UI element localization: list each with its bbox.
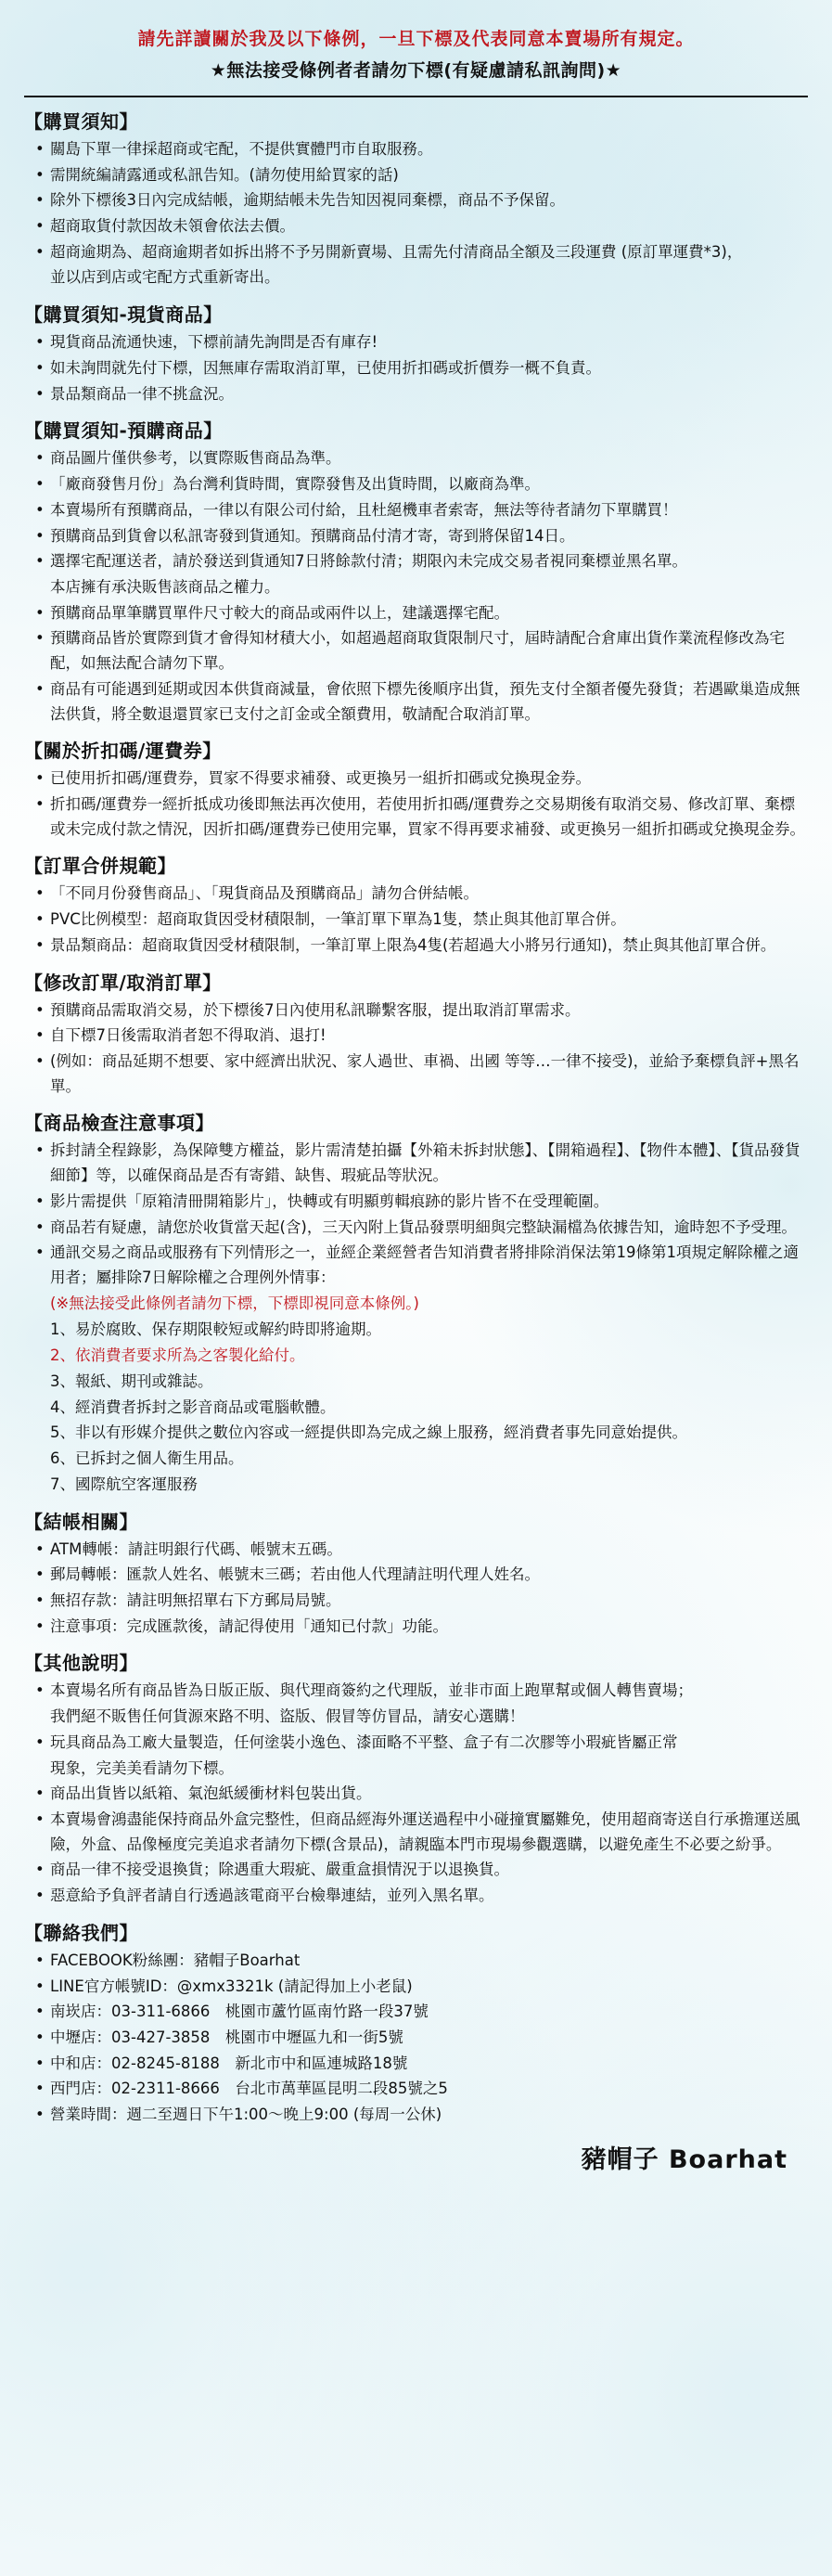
contact-line[interactable]: • LINE官方帳號ID：@xmx3321k (請記得加上小老鼠) xyxy=(35,1975,808,2000)
list-item: • 預購商品到貨會以私訊寄發到貨通知。預購商品付清才寄，寄到將保留14日。 xyxy=(35,524,808,549)
list-item: • 注意事項：完成匯款後，請記得使用「通知已付款」功能。 xyxy=(35,1615,808,1640)
list-item: • 通訊交易之商品或服務有下列情形之一，並經企業經營者告知消費者將排除消保法第19條第1項規定解除權之適用者；屬排除7日解除權之合理例外情事： xyxy=(35,1241,808,1290)
list-item: • 無招存款：請註明無招單右下方郵局局號。 xyxy=(35,1589,808,1614)
section-title: 【修改訂單/取消訂單】 xyxy=(24,971,222,994)
ordered-item: 7、國際航空客運服務 xyxy=(50,1475,198,1493)
divider xyxy=(24,96,808,97)
section-item-list xyxy=(24,882,808,958)
list-item: • 本賣場所有預購商品，一律以有限公司付給，且杜絕機車者索寄，無法等待者請勿下單購買！ xyxy=(35,498,808,523)
list-item: • 景品類商品：超商取貨因受材積限制，一筆訂單上限為4隻(若超過大小將另行通知)，禁止與其他訂單合併。 xyxy=(35,934,808,959)
section-title: 【結帳相關】 xyxy=(24,1510,138,1533)
section-checkout xyxy=(24,1507,808,1640)
section-purchase-notice xyxy=(24,107,808,290)
section-modify-cancel-order xyxy=(24,968,808,1100)
list-item: • 選擇宅配運送者，請於發送到貨通知7日將餘款付清；期限內未完成交易者視同棄標並黑名單。 xyxy=(35,549,808,574)
list-item: • 需開統編請露通或私訊告知。(請勿使用給買家的話) xyxy=(35,163,808,188)
section-title: 【購買須知-現貨商品】 xyxy=(24,303,223,327)
list-item-continued: 我們絕不販售任何貨源來路不明、盜版、假冒等仿冒品，請安心選購！ xyxy=(50,1707,525,1726)
list-item: • 本賣場名所有商品皆為日版正版、與代理商簽約之代理版，並非市面上跑單幫或個人轉售賣場； xyxy=(35,1679,808,1704)
section-item-list xyxy=(24,766,808,842)
list-item: • 自下標7日後需取消者恕不得取消、退打! xyxy=(35,1024,808,1049)
list-item: • 超商逾期為、超商逾期者如拆出將不予另開新賣場、且需先付清商品全額及三段運費 (原訂單運費*3)， xyxy=(35,240,808,265)
section-title: 【關於折扣碼/運費券】 xyxy=(24,740,222,763)
section-contact-us xyxy=(24,1918,808,2128)
section-title: 【訂單合併規範】 xyxy=(24,855,176,878)
section-inspection-notes xyxy=(24,1108,808,1497)
list-item: • 商品一律不接受退換貨；除遇重大瑕疵、嚴重盒損情況于以退換貨。 xyxy=(35,1858,808,1883)
list-item: • 預購商品皆於實際到貨才會得知材積大小，如超過超商取貨限制尺寸，屆時請配合倉庫出貨作業流程修改為宅配，如無法配合請勿下單。 xyxy=(35,626,808,676)
list-item: • 折扣碼/運費券一經折抵成功後即無法再次使用，若使用折扣碼/運費券之交易期後有取消交易、修改訂單、棄標或未完成付款之情況，因折扣碼/運費券已使用完畢，買家不得再要求補發、或更換另一組折扣碼或兌換現金券。 xyxy=(35,792,808,842)
list-item: • 已使用折扣碼/運費券，買家不得要求補發、或更換另一組折扣碼或兌換現金券。 xyxy=(35,766,808,792)
list-item: • (例如：商品延期不想要、家中經濟出狀況、家人過世、車禍、出國 等等…一律不接受)，並給予棄標負評+黑名單。 xyxy=(35,1050,808,1099)
section-title: 【聯絡我們】 xyxy=(24,1921,138,1944)
store-ximen: • 西門店：02-2311-8666 台北市萬華區昆明二段85號之5 xyxy=(35,2077,808,2102)
section-item-list xyxy=(24,998,808,1100)
section-item-list xyxy=(24,446,808,727)
list-item: • 景品類商品一律不挑盒況。 xyxy=(35,382,808,407)
section-item-list xyxy=(24,330,808,406)
list-item: • 拆封請全程錄影，為保障雙方權益，影片需清楚拍攝【外箱未拆封狀態】、【開箱過程】、【物件本體】、【貨品發貨細節】等，以確保商品是否有寄錯、缺售、瑕疵品等狀況。 xyxy=(35,1139,808,1188)
list-item-continued: 並以店到店或宅配方式重新寄出。 xyxy=(50,268,280,287)
list-item: • 本賣場會鴻盡能保持商品外盒完整性，但商品經海外運送過程中小碰撞實屬難免，使用超商寄送自行承擔運送風險，外盒、品像極度完美追求者請勿下標(含景品)，請親臨本門市現場參觀選購，以避免產生不必要之紛爭。 xyxy=(35,1808,808,1857)
list-item: • 預購商品單筆購買單件尺寸較大的商品或兩件以上，建議選擇宅配。 xyxy=(35,601,808,626)
list-item-continued: 本店擁有承決販售該商品之權力。 xyxy=(50,577,280,596)
business-hours: • 營業時間：週二至週日下午1:00～晚上9:00 (每周一公休) xyxy=(35,2103,808,2128)
list-item: • 「廠商發售月份」為台灣利貨時間，實際發售及出貨時間，以廠商為準。 xyxy=(35,472,808,497)
list-item: • 「不同月份發售商品」、「現貨商品及預購商品」請勿合併結帳。 xyxy=(35,882,808,907)
list-item-continued: 現象，完美美看請勿下標。 xyxy=(50,1758,234,1777)
list-item: • 如未詢問就先付下標，因無庫存需取消訂單，已使用折扣碼或折價券一概不負責。 xyxy=(35,356,808,381)
section-title: 【其他說明】 xyxy=(24,1652,138,1675)
section-title: 【購買須知-預購商品】 xyxy=(24,419,223,443)
store-zhonghe: • 中和店：02-8245-8188 新北市中和區連城路18號 xyxy=(35,2052,808,2077)
list-item: • 商品圖片僅供參考，以實際販售商品為準。 xyxy=(35,446,808,471)
list-item: • 關島下單一律採超商或宅配，不提供實體門市自取服務。 xyxy=(35,137,808,162)
banner-line-1: 請先詳讀關於我及以下條例，一旦下標及代表同意本賣場所有規定。 xyxy=(137,29,695,49)
top-banner xyxy=(24,20,808,86)
ordered-item: 1、易於腐敗、保存期限較短或解約時即將逾期。 xyxy=(50,1320,381,1339)
section-order-merge xyxy=(24,851,808,958)
shop-signature: 豬帽子 Boarhat xyxy=(581,2145,787,2174)
store-zhongli: • 中壢店：03-427-3858 桃園市中壢區九和一街5號 xyxy=(35,2026,808,2051)
list-item: • 玩具商品為工廠大量製造，任何塗裝小逸色、漆面略不平整、盒子有二次膠等小瑕疵皆屬正常 xyxy=(35,1731,808,1756)
section-item-list xyxy=(24,1679,808,1908)
ordered-item: 4、經消費者拆封之影音商品或電腦軟體。 xyxy=(50,1397,336,1416)
section-item-list xyxy=(24,1139,808,1290)
list-item: • 商品若有疑慮，請您於收貨當天起(含)，三天內附上貨品發票明細與完整缺漏檔為依據告知，逾時恕不予受理。 xyxy=(35,1216,808,1241)
section-item-list xyxy=(24,1538,808,1640)
ordered-item: 5、非以有形媒介提供之數位內容或一經提供即為完成之線上服務，經消費者事先同意始提供。 xyxy=(50,1423,687,1442)
section-discount-code xyxy=(24,736,808,842)
section-in-stock-notice xyxy=(24,300,808,406)
contact-facebook[interactable]: • FACEBOOK粉絲團：豬帽子Boarhat xyxy=(35,1949,808,1974)
list-item: • 除外下標後3日內完成結帳，逾期結帳未先告知因視同棄標，商品不予保留。 xyxy=(35,188,808,213)
banner-line-2: ★無法接受條例者者請勿下標(有疑慮請私訊詢問)★ xyxy=(210,59,622,81)
inspection-exception-note: (※無法接受此條例者請勿下標，下標即視同意本條例。) xyxy=(50,1294,419,1312)
list-item: • 預購商品需取消交易，於下標後7日內使用私訊聯繫客服，提出取消訂單需求。 xyxy=(35,998,808,1024)
section-other-notes xyxy=(24,1648,808,1908)
section-item-list xyxy=(24,1949,808,2128)
list-item: • PVC比例模型：超商取貨因受材積限制，一筆訂單下單為1隻，禁止與其他訂單合併。 xyxy=(35,908,808,933)
ordered-item: 2、依消費者要求所為之客製化給付。 xyxy=(50,1346,305,1365)
list-item: • 商品出貨皆以紙箱、氣泡紙緩衝材料包裝出貨。 xyxy=(35,1782,808,1807)
list-item: • 現貨商品流通快速，下標前請先詢問是否有庫存! xyxy=(35,330,808,355)
ordered-item: 6、已拆封之個人衛生用品。 xyxy=(50,1449,244,1468)
section-preorder-notice xyxy=(24,416,808,727)
section-title: 【商品檢查注意事項】 xyxy=(24,1112,214,1135)
ordered-item: 3、報紙、期刊或雜誌。 xyxy=(50,1372,213,1390)
list-item: • ATM轉帳：請註明銀行代碼、帳號末五碼。 xyxy=(35,1538,808,1563)
list-item: • 影片需提供「原箱清冊開箱影片」，快轉或有明顯剪輯痕跡的影片皆不在受理範圍。 xyxy=(35,1190,808,1215)
section-title: 【購買須知】 xyxy=(24,109,138,133)
inspection-exception-list xyxy=(24,1318,808,1497)
list-item: • 商品有可能遇到延期或因本供貨商減量，會依照下標先後順序出貨，預先支付全額者優先發貨；若遇歐巢造成無法供貨，將全數退還買家已支付之訂金或全額費用，敬請配合取消訂單。 xyxy=(35,677,808,727)
list-item: • 郵局轉帳：匯款人姓名、帳號末三碼；若由他人代理請註明代理人姓名。 xyxy=(35,1563,808,1588)
section-item-list xyxy=(24,137,808,290)
list-item: • 惡意給予負評者請自行透過該電商平台檢舉連結，並列入黑名單。 xyxy=(35,1884,808,1909)
store-nankan: • 南崁店：03-311-6866 桃園市蘆竹區南竹路一段37號 xyxy=(35,2000,808,2025)
list-item: • 超商取貨付款因故未領會依法去價。 xyxy=(35,214,808,239)
